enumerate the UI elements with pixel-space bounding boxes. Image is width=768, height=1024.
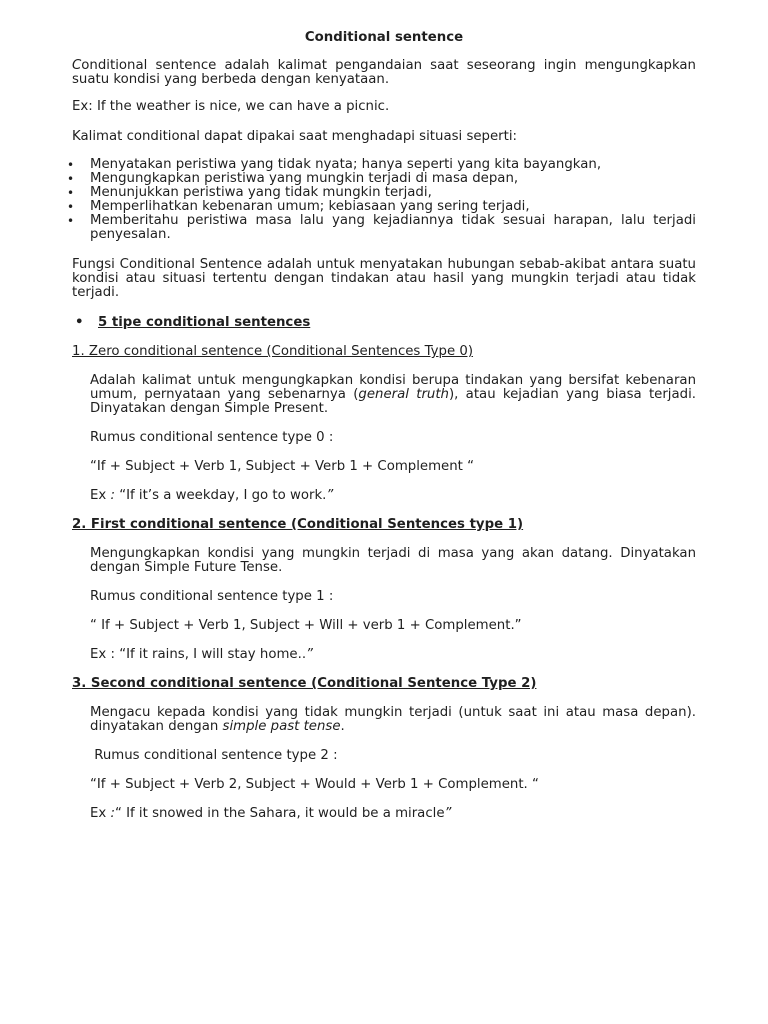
type0-rumus: “If + Subject + Verb 1, Subject + Verb 1 + Complement “ [90,459,474,474]
type1-rumus-label: Rumus conditional sentence type 1 : [90,589,334,604]
list-item: • Menunjukkan peristiwa yang tidak mungkin terjadi, [72,186,696,200]
list-item: • Menyatakan peristiwa yang tidak nyata; hanya seperti yang kita bayangkan, [72,158,696,172]
type1-section [90,547,696,662]
fungsi-paragraph: Fungsi Conditional Sentence adalah untuk menyatakan hubungan sebab-akibat antara suatu kondisi atau situasi tertentu dengan tindakan atau hasil yang mungkin terjadi atau tidak terjadi. [72,257,696,300]
type1-example: Ex : “If it rains, I will stay home..” [90,647,313,662]
list-item: • Memperlihatkan kebenaran umum; kebiasaan yang sering terjadi, [72,200,696,214]
intro-first-letter: C [72,58,82,73]
type2-example: Ex :“ If it snowed in the Sahara, it would be a miracle” [90,806,452,821]
document-page [72,30,696,821]
type2-heading: 3. Second conditional sentence (Conditional Sentence Type 2) [72,676,537,691]
list-item: • Memberitahu peristiwa masa lalu yang kejadiannya tidak sesuai harapan, lalu terjadi penyesalan. [72,214,696,242]
situations-list [72,158,696,242]
type0-rumus-label: Rumus conditional sentence type 0 : [90,430,334,445]
intro-paragraph [72,59,696,87]
type0-heading: 1. Zero conditional sentence (Conditional Sentences Type 0) [72,344,474,359]
type2-rumus-label: Rumus conditional sentence type 2 : [90,748,338,763]
type1-rumus: “ If + Subject + Verb 1, Subject + Will + verb 1 + Complement.” [90,618,522,633]
type1-heading: 2. First conditional sentence (Conditional Sentences type 1) [72,517,524,532]
intro-text: onditional sentence adalah kalimat pengandaian saat seseorang ingin mengungkapkan suatu kondisi yang berbeda dengan kenyataan. [72,58,696,87]
type0-example: Ex : “If it’s a weekday, I go to work.” [90,488,334,503]
type1-description: Mengungkapkan kondisi yang mungkin terjadi di masa yang akan datang. Dinyatakan dengan Simple Future Tense. [90,546,696,575]
type2-rumus: “If + Subject + Verb 2, Subject + Would + Verb 1 + Complement. “ [90,777,539,792]
type2-section [90,706,696,821]
type0-description: Adalah kalimat untuk mengungkapkan kondisi berupa tindakan yang bersifat kebenaran umum, pernyataan yang sebenarnya (general truth), atau kejadian yang biasa terjadi. Dinyatakan dengan Simple Present. [90,373,697,416]
type0-section [90,374,696,503]
document-title: Conditional sentence [304,30,464,45]
bullet-icon: • [75,315,84,330]
situations-lead: Kalimat conditional dapat dipakai saat menghadapi situasi seperti: [72,129,518,144]
intro-example: Ex: If the weather is nice, we can have a picnic. [72,99,390,114]
tipe-heading-text: 5 tipe conditional sentences [98,315,311,330]
list-item: • Mengungkapkan peristiwa yang mungkin terjadi di masa depan, [72,172,696,186]
type2-description: Mengacu kepada kondisi yang tidak mungkin terjadi (untuk saat ini atau masa depan). dinyatakan dengan simple past tense. [90,705,696,734]
tipe-heading [72,316,696,330]
